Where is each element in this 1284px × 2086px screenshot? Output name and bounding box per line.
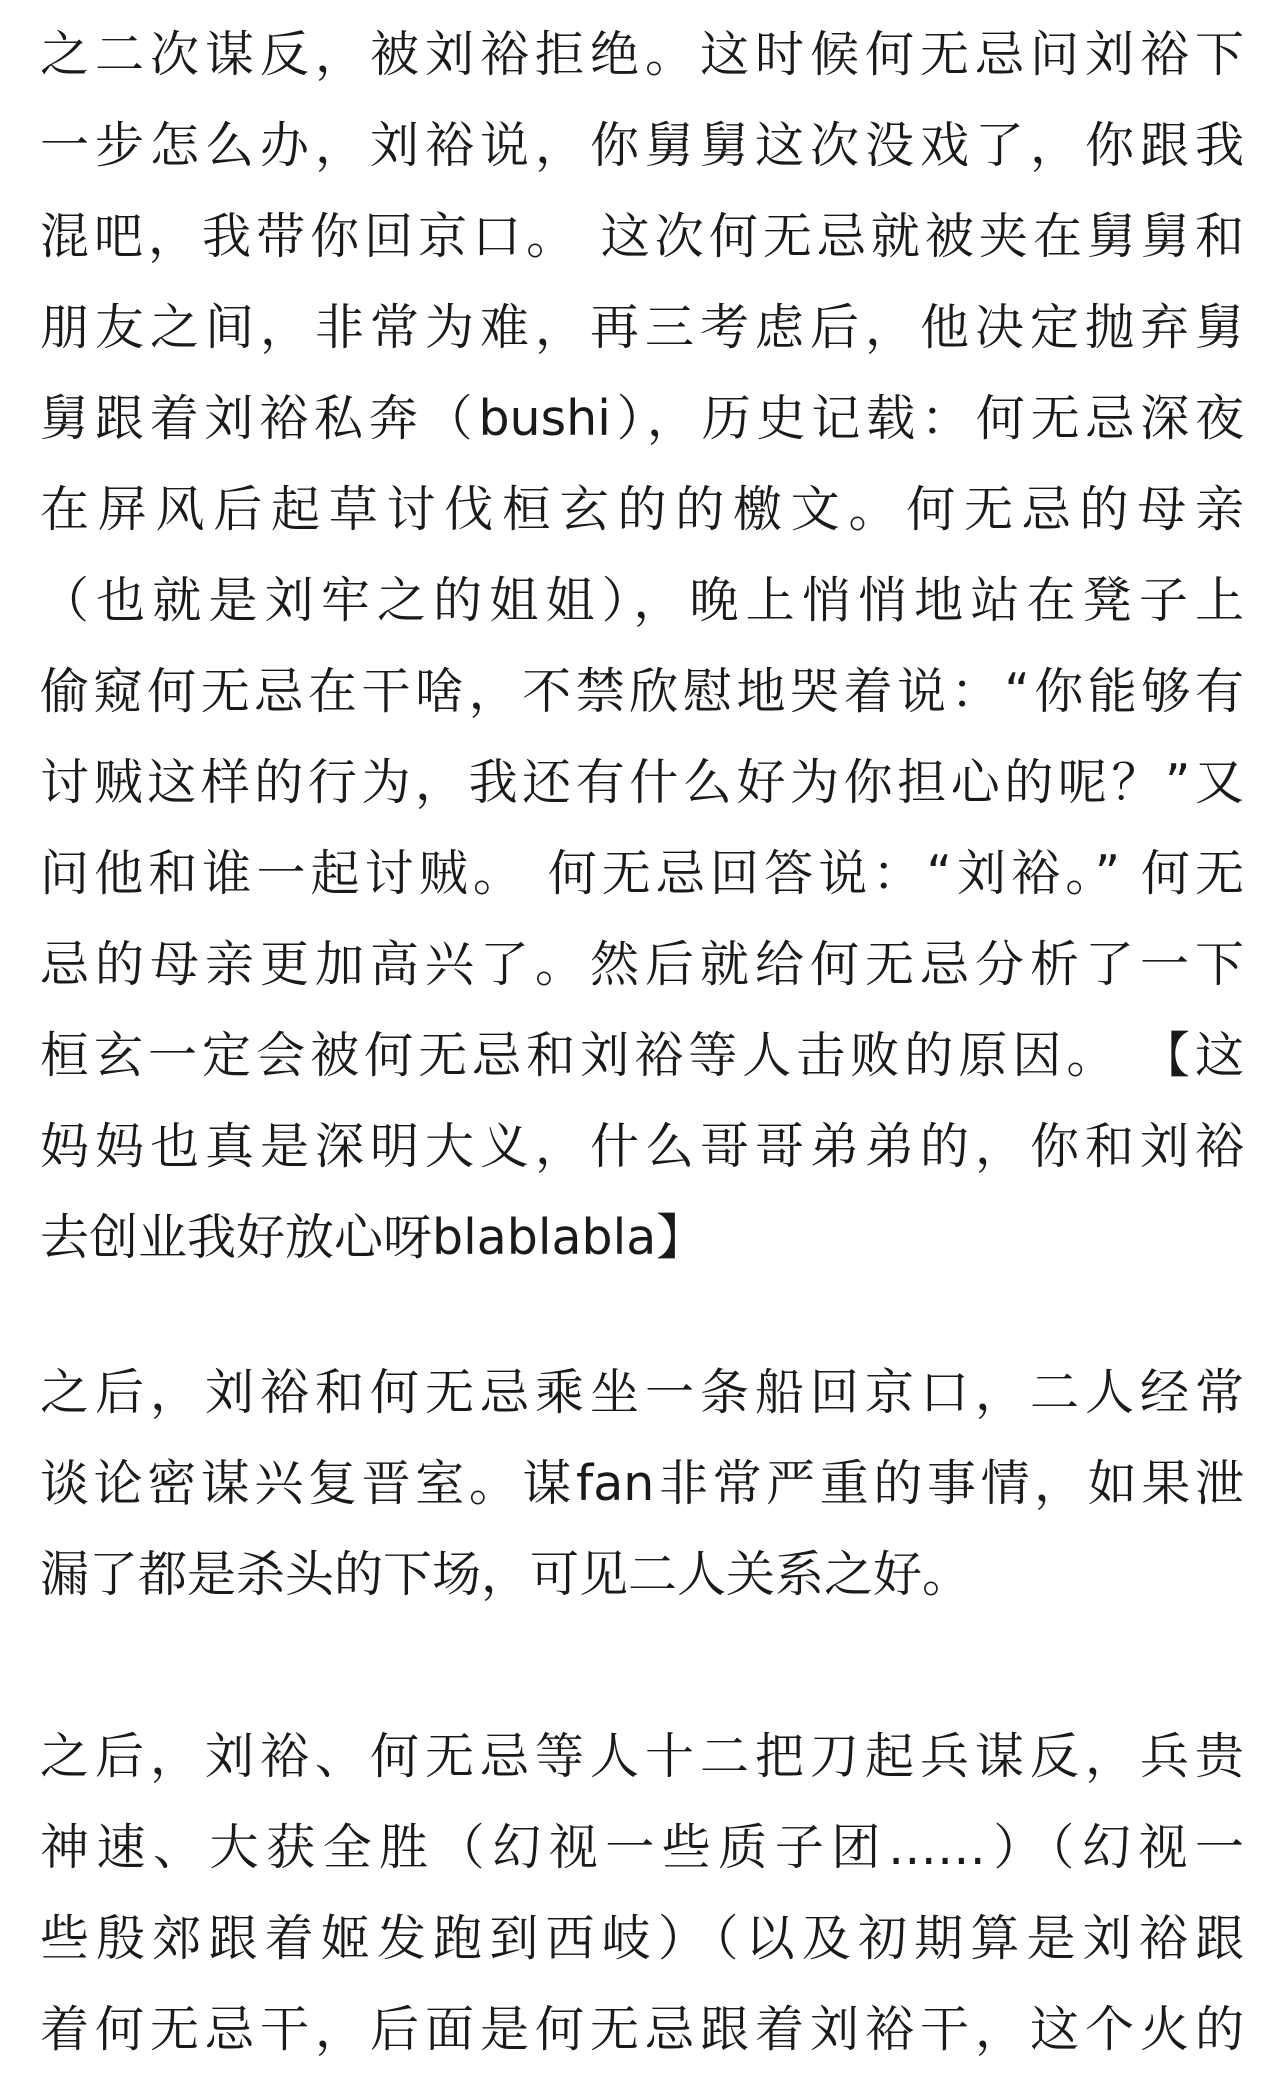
text-line: 之二次谋反，被刘裕拒绝。这时候何无忌问刘裕下 <box>40 26 1244 83</box>
text-line: 妈妈也真是深明大义，什么哥哥弟弟的，你和刘裕 <box>40 1118 1244 1175</box>
text-line: 在屏风后起草讨伐桓玄的的檄文。何无忌的母亲 <box>40 481 1244 538</box>
text-line: 之后，刘裕、何无忌等人十二把刀起兵谋反，兵贵 <box>40 1728 1244 1785</box>
text-line: 讨贼这样的行为，我还有什么好为你担心的呢？”又 <box>40 754 1244 811</box>
text-line: 忌的母亲更加高兴了。然后就给何无忌分析了一下 <box>40 936 1244 993</box>
text-line: 偷窥何无忌在干啥，不禁欣慰地哭着说：“你能够有 <box>40 663 1244 720</box>
text-line: 舅跟着刘裕私奔（bushi），历史记载：何无忌深夜 <box>40 390 1244 447</box>
text-line: 些殷郊跟着姬发跑到西岐）（以及初期算是刘裕跟 <box>40 1910 1244 1967</box>
text-line: 去创业我好放心呀blablabla】 <box>40 1209 706 1266</box>
text-line: 一步怎么办，刘裕说，你舅舅这次没戏了，你跟我 <box>40 117 1244 174</box>
text-line: 朋友之间，非常为难，再三考虑后，他决定抛弃舅 <box>40 299 1244 356</box>
paragraph-1 <box>40 9 1244 1283</box>
paragraph-2 <box>40 1347 1244 1620</box>
paragraph-3 <box>40 1711 1244 2075</box>
text-line: 漏了都是杀头的下场，可见二人关系之好。 <box>40 1546 972 1603</box>
text-line: 混吧，我带你回京口。 这次何无忌就被夹在舅舅和 <box>40 208 1244 265</box>
text-line: 桓玄一定会被何无忌和刘裕等人击败的原因。 【这 <box>40 1027 1244 1084</box>
text-line: 问他和谁一起讨贼。 何无忌回答说：“刘裕。” 何无 <box>40 845 1244 902</box>
text-line: 着何无忌干，后面是何无忌跟着刘裕干，这个火的 <box>40 2001 1244 2058</box>
text-line: 之后，刘裕和何无忌乘坐一条船回京口，二人经常 <box>40 1364 1244 1421</box>
text-line: （也就是刘牢之的姐姐），晚上悄悄地站在凳子上 <box>40 572 1244 629</box>
text-line: 神速、大获全胜（幻视一些质子团……）（幻视一 <box>40 1819 1244 1876</box>
text-line: 谈论密谋兴复晋室。谋fan非常严重的事情，如果泄 <box>40 1455 1244 1512</box>
